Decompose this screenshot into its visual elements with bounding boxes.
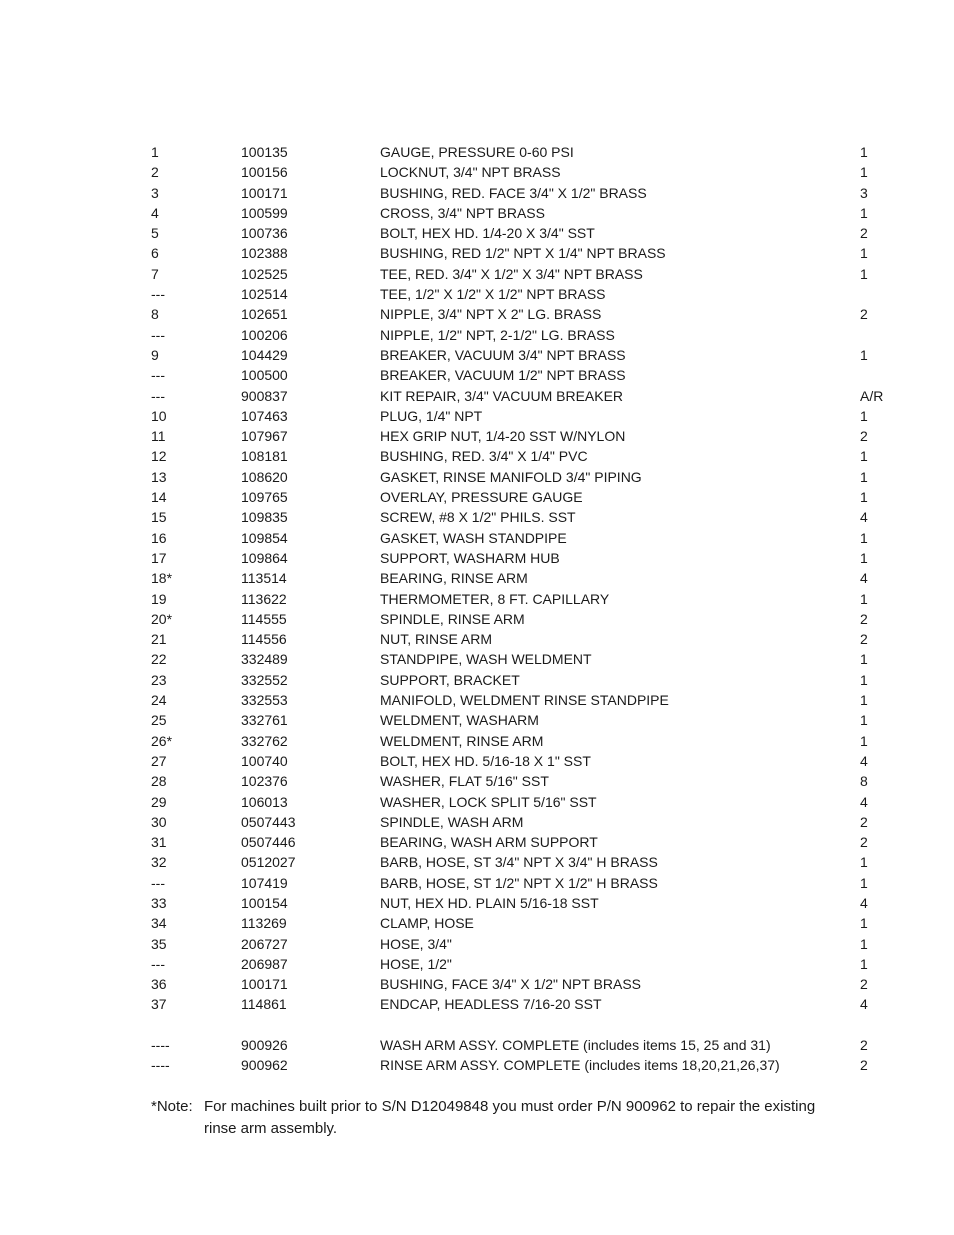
part-number: 109864 [241, 549, 288, 566]
parts-row [151, 832, 911, 852]
part-description: BARB, HOSE, ST 1/2" NPT X 1/2" H BRASS [380, 874, 658, 891]
part-number: 100736 [241, 225, 288, 242]
part-number: 100599 [241, 204, 288, 221]
item-number: 29 [151, 793, 167, 810]
part-number: 108620 [241, 468, 288, 485]
part-number: 107967 [241, 428, 288, 445]
quantity: 1 [860, 732, 868, 749]
part-number: 102651 [241, 306, 288, 323]
parts-row [151, 609, 911, 629]
part-number: 109854 [241, 529, 288, 546]
item-number: 24 [151, 692, 167, 709]
item-number: --- [151, 874, 165, 891]
item-number: 12 [151, 448, 167, 465]
item-number: 15 [151, 509, 167, 526]
quantity: 1 [860, 915, 868, 932]
part-description: NIPPLE, 3/4" NPT X 2" LG. BRASS [380, 306, 602, 323]
parts-row [151, 304, 911, 324]
quantity: 8 [860, 773, 868, 790]
part-description: STANDPIPE, WASH WELDMENT [380, 651, 592, 668]
parts-row [151, 325, 911, 345]
item-number: 22 [151, 651, 167, 668]
quantity: 1 [860, 489, 868, 506]
parts-row [151, 751, 911, 771]
part-number: 102376 [241, 773, 288, 790]
part-number: 114861 [241, 996, 287, 1013]
parts-row [151, 974, 911, 994]
item-number: 33 [151, 894, 167, 911]
parts-row [151, 406, 911, 426]
part-description: PLUG, 1/4" NPT [380, 407, 483, 424]
item-number: 25 [151, 712, 167, 729]
quantity: 2 [860, 610, 868, 627]
item-number: 17 [151, 549, 167, 566]
parts-row [151, 264, 911, 284]
part-description: BOLT, HEX HD. 1/4-20 X 3/4" SST [380, 225, 595, 242]
quantity: 2 [860, 225, 868, 242]
parts-row [151, 994, 911, 1014]
item-number: --- [151, 286, 165, 303]
item-number: 31 [151, 834, 167, 851]
part-description: CROSS, 3/4" NPT BRASS [380, 204, 545, 221]
parts-row [151, 589, 911, 609]
part-number: 109835 [241, 509, 288, 526]
item-number: 11 [151, 428, 166, 445]
item-number: 14 [151, 489, 167, 506]
parts-row [151, 365, 911, 385]
quantity: 1 [860, 346, 868, 363]
part-number: 114556 [241, 631, 287, 648]
parts-row [151, 954, 911, 974]
assembly-row [151, 1035, 911, 1055]
item-number: 4 [151, 204, 159, 221]
quantity: 1 [860, 874, 868, 891]
part-description: GASKET, WASH STANDPIPE [380, 529, 567, 546]
part-number: 206987 [241, 955, 288, 972]
parts-row [151, 649, 911, 669]
parts-rows [151, 142, 911, 1015]
part-number: 332489 [241, 651, 288, 668]
part-description: TEE, RED. 3/4" X 1/2" X 3/4" NPT BRASS [380, 265, 643, 282]
part-description: SPINDLE, RINSE ARM [380, 610, 525, 627]
quantity: 1 [860, 671, 868, 688]
quantity: 2 [860, 1057, 868, 1074]
quantity: 1 [860, 407, 868, 424]
part-description: CLAMP, HOSE [380, 915, 474, 932]
parts-row [151, 243, 911, 263]
parts-row [151, 913, 911, 933]
part-number: 102525 [241, 265, 288, 282]
parts-row [151, 792, 911, 812]
part-description: BREAKER, VACUUM 3/4" NPT BRASS [380, 346, 626, 363]
part-description: NUT, HEX HD. PLAIN 5/16-18 SST [380, 894, 599, 911]
part-number: 109765 [241, 489, 288, 506]
item-number: 6 [151, 245, 159, 262]
item-number: 9 [151, 346, 159, 363]
quantity: 1 [860, 935, 868, 952]
quantity: 1 [860, 164, 868, 181]
parts-row [151, 386, 911, 406]
item-number: 16 [151, 529, 167, 546]
quantity: 2 [860, 834, 868, 851]
part-description: BEARING, WASH ARM SUPPORT [380, 834, 598, 851]
quantity: 1 [860, 468, 868, 485]
item-number: 7 [151, 265, 159, 282]
section-gap [151, 1015, 911, 1035]
part-description: NUT, RINSE ARM [380, 631, 493, 648]
part-description: HOSE, 3/4" [380, 935, 452, 952]
quantity: 1 [860, 245, 868, 262]
item-number: 36 [151, 976, 167, 993]
part-number: 113622 [241, 590, 287, 607]
part-number: 332761 [241, 712, 288, 729]
parts-row [151, 852, 911, 872]
part-description: RINSE ARM ASSY. COMPLETE (includes items 18,20,21,26,37) [380, 1057, 780, 1074]
part-description: WELDMENT, WASHARM [380, 712, 539, 729]
part-description: SPINDLE, WASH ARM [380, 813, 524, 830]
quantity: 1 [860, 590, 868, 607]
part-description: SUPPORT, BRACKET [380, 671, 520, 688]
item-number: 8 [151, 306, 159, 323]
quantity: 1 [860, 529, 868, 546]
parts-row [151, 690, 911, 710]
part-description: OVERLAY, PRESSURE GAUGE [380, 489, 583, 506]
parts-row [151, 142, 911, 162]
parts-row [151, 487, 911, 507]
part-number: 107463 [241, 407, 288, 424]
part-number: 100171 [241, 184, 288, 201]
assembly-rows [151, 1035, 911, 1076]
quantity: 1 [860, 854, 868, 871]
part-number: 332762 [241, 732, 288, 749]
part-description: GASKET, RINSE MANIFOLD 3/4" PIPING [380, 468, 642, 485]
quantity: 1 [860, 204, 868, 221]
quantity: 3 [860, 184, 868, 201]
item-number: 30 [151, 813, 167, 830]
note-label: *Note: [151, 1098, 193, 1115]
part-description: LOCKNUT, 3/4" NPT BRASS [380, 164, 561, 181]
part-number: 0507443 [241, 813, 296, 830]
item-number: 27 [151, 752, 167, 769]
quantity: 1 [860, 144, 868, 160]
parts-row [151, 710, 911, 730]
item-number: 23 [151, 671, 167, 688]
quantity: 4 [860, 894, 868, 911]
parts-row [151, 934, 911, 954]
part-description: THERMOMETER, 8 FT. CAPILLARY [380, 590, 610, 607]
quantity: A/R [860, 387, 884, 404]
part-number: 102388 [241, 245, 288, 262]
part-description: BUSHING, RED. FACE 3/4" X 1/2" BRASS [380, 184, 647, 201]
parts-row [151, 670, 911, 690]
part-number: 114555 [241, 610, 287, 627]
parts-row [151, 345, 911, 365]
part-description: SCREW, #8 X 1/2" PHILS. SST [380, 509, 576, 526]
part-number: 206727 [241, 935, 288, 952]
item-number: 20* [151, 610, 173, 627]
item-number: --- [151, 387, 165, 404]
parts-row [151, 812, 911, 832]
part-number: 100135 [241, 144, 288, 160]
part-description: BOLT, HEX HD. 5/16-18 X 1" SST [380, 752, 591, 769]
part-number: 106013 [241, 793, 288, 810]
part-description: BUSHING, RED 1/2" NPT X 1/4" NPT BRASS [380, 245, 666, 262]
quantity: 1 [860, 265, 868, 282]
part-number: 104429 [241, 346, 288, 363]
parts-row [151, 203, 911, 223]
quantity: 1 [860, 651, 868, 668]
part-number: 100206 [241, 326, 288, 343]
part-number: 100171 [241, 976, 288, 993]
parts-row [151, 731, 911, 751]
quantity: 4 [860, 509, 868, 526]
part-description: BEARING, RINSE ARM [380, 570, 528, 587]
part-description: GAUGE, PRESSURE 0-60 PSI [380, 144, 574, 160]
item-number: --- [151, 367, 165, 384]
parts-row [151, 223, 911, 243]
quantity: 1 [860, 448, 868, 465]
item-number: 2 [151, 164, 159, 181]
part-description: BARB, HOSE, ST 3/4" NPT X 3/4" H BRASS [380, 854, 658, 871]
part-description: BUSHING, RED. 3/4" X 1/4" PVC [380, 448, 588, 465]
item-number: 13 [151, 468, 167, 485]
part-number: 100740 [241, 752, 288, 769]
note-text: For machines built prior to S/N D12049848 you must order P/N 900962 to repair the existing rinse arm assembly. [204, 1098, 816, 1137]
parts-row [151, 446, 911, 466]
item-number: 1 [151, 144, 159, 160]
part-description: BUSHING, FACE 3/4" X 1/2" NPT BRASS [380, 976, 641, 993]
part-number: 900926 [241, 1037, 288, 1054]
part-description: BREAKER, VACUUM 1/2" NPT BRASS [380, 367, 626, 384]
assembly-row [151, 1055, 911, 1075]
parts-row [151, 528, 911, 548]
part-description: WASHER, LOCK SPLIT 5/16" SST [380, 793, 597, 810]
item-number: 28 [151, 773, 167, 790]
parts-row [151, 548, 911, 568]
item-number: 10 [151, 407, 167, 424]
part-number: 102514 [241, 286, 288, 303]
part-number: 100500 [241, 367, 288, 384]
part-number: 100154 [241, 894, 288, 911]
item-number: 18* [151, 570, 173, 587]
part-number: 332553 [241, 692, 288, 709]
item-number: ---- [151, 1037, 170, 1054]
item-number: --- [151, 955, 165, 972]
parts-row [151, 426, 911, 446]
parts-row [151, 629, 911, 649]
part-description: WASH ARM ASSY. COMPLETE (includes items 15, 25 and 31) [380, 1037, 771, 1054]
part-number: 900837 [241, 387, 288, 404]
part-number: 113514 [241, 570, 287, 587]
item-number: 34 [151, 915, 167, 932]
item-number: 37 [151, 996, 167, 1013]
quantity: 4 [860, 996, 868, 1013]
item-number: 3 [151, 184, 159, 201]
quantity: 2 [860, 428, 868, 445]
quantity: 2 [860, 976, 868, 993]
part-description: HEX GRIP NUT, 1/4-20 SST W/NYLON [380, 428, 626, 445]
quantity: 4 [860, 752, 868, 769]
parts-row [151, 284, 911, 304]
quantity: 2 [860, 306, 868, 323]
part-description: WELDMENT, RINSE ARM [380, 732, 544, 749]
quantity: 1 [860, 549, 868, 566]
part-number: 0512027 [241, 854, 296, 871]
part-number: 113269 [241, 915, 287, 932]
quantity: 1 [860, 712, 868, 729]
part-description: WASHER, FLAT 5/16" SST [380, 773, 549, 790]
part-number: 108181 [241, 448, 288, 465]
part-description: HOSE, 1/2" [380, 955, 452, 972]
parts-row [151, 162, 911, 182]
parts-row [151, 183, 911, 203]
part-number: 0507446 [241, 834, 296, 851]
part-description: SUPPORT, WASHARM HUB [380, 549, 560, 566]
part-description: MANIFOLD, WELDMENT RINSE STANDPIPE [380, 692, 669, 709]
item-number: 5 [151, 225, 159, 242]
quantity: 1 [860, 955, 868, 972]
part-description: NIPPLE, 1/2" NPT, 2-1/2" LG. BRASS [380, 326, 615, 343]
parts-list [151, 142, 911, 1076]
item-number: --- [151, 326, 165, 343]
part-number: 332552 [241, 671, 288, 688]
quantity: 2 [860, 1037, 868, 1054]
item-number: 21 [151, 631, 167, 648]
item-number: 32 [151, 854, 167, 871]
quantity: 2 [860, 813, 868, 830]
parts-row [151, 873, 911, 893]
part-number: 100156 [241, 164, 288, 181]
item-number: ---- [151, 1057, 170, 1074]
quantity: 2 [860, 631, 868, 648]
part-description: ENDCAP, HEADLESS 7/16-20 SST [380, 996, 602, 1013]
quantity: 4 [860, 570, 868, 587]
parts-row [151, 771, 911, 791]
parts-row [151, 568, 911, 588]
item-number: 26* [151, 732, 173, 749]
part-description: KIT REPAIR, 3/4" VACUUM BREAKER [380, 387, 624, 404]
part-description: TEE, 1/2" X 1/2" X 1/2" NPT BRASS [380, 286, 606, 303]
parts-row [151, 467, 911, 487]
part-number: 107419 [241, 874, 288, 891]
quantity: 1 [860, 692, 868, 709]
quantity: 4 [860, 793, 868, 810]
parts-row [151, 893, 911, 913]
item-number: 35 [151, 935, 167, 952]
parts-row [151, 507, 911, 527]
item-number: 19 [151, 590, 167, 607]
part-number: 900962 [241, 1057, 288, 1074]
